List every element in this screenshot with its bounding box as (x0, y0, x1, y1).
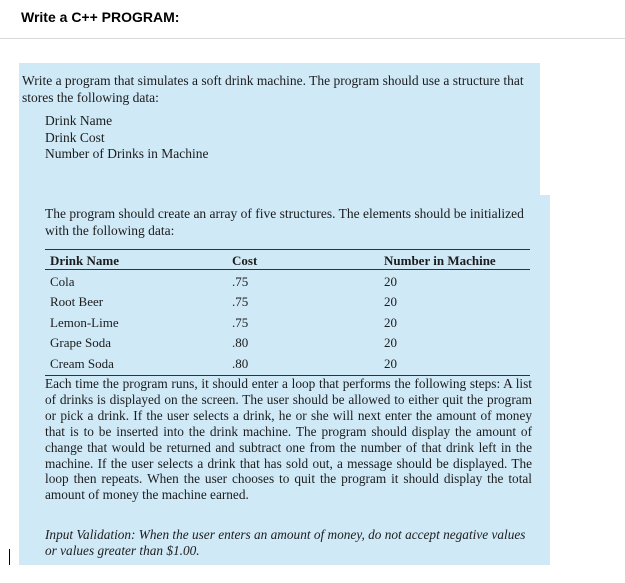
cell-cost: .75 (232, 274, 249, 289)
field-item: Drink Name (45, 113, 113, 128)
text-cursor (9, 549, 10, 565)
cell-cost: .75 (232, 294, 249, 309)
header-cost: Cost (232, 253, 258, 268)
cell-cost: .80 (232, 356, 249, 371)
cell-number: 20 (384, 274, 397, 289)
heading-divider (0, 38, 625, 39)
array-intro-paragraph: The program should create an array of five structures. The elements should be initialized with the following data: (45, 206, 524, 238)
field-item: Drink Cost (45, 129, 105, 145)
cell-drink-name: Root Beer (50, 294, 104, 309)
cell-number: 20 (384, 315, 397, 330)
header-drink-name: Drink Name (50, 253, 119, 268)
cell-drink-name: Cream Soda (50, 356, 114, 371)
table-top-rule (45, 249, 530, 250)
cell-drink-name: Cola (50, 274, 75, 289)
header-number: Number in Machine (384, 253, 496, 268)
cell-number: 20 (384, 294, 397, 309)
intro-paragraph: Write a program that simulates a soft drink machine. The program should use a structure that stores the following data: (22, 73, 524, 105)
field-item: Number of Drinks in Machine (45, 146, 209, 161)
cell-cost: .80 (232, 335, 249, 350)
structure-fields-list (45, 113, 208, 163)
cell-drink-name: Grape Soda (50, 335, 112, 350)
table-header-rule (45, 269, 530, 270)
loop-steps-paragraph: Each time the program runs, it should enter a loop that performs the following steps: A list of drinks is displayed on the screen. The user should be allowed to either quit the program or pick a drink. If the user selects a drink, he or she will next enter the amount of money that is to be inserted into the drink machine. The program should display the amount of change that would be returned and subtract one from the number of that drink left in the machine. If the user selects a drink that has sold out, a message should be displayed. The loop then repeats. When the user chooses to quit the program it should display the total amount of money the machine earned. (45, 376, 532, 503)
cell-number: 20 (384, 356, 397, 371)
cell-number: 20 (384, 335, 397, 350)
cell-cost: .75 (232, 315, 249, 330)
input-validation-note: Input Validation: When the user enters an amount of money, do not accept negative values or values greater than $1.00. (45, 527, 526, 558)
page-heading: Write a C++ PROGRAM: (21, 9, 180, 25)
cell-drink-name: Lemon-Lime (50, 315, 119, 330)
